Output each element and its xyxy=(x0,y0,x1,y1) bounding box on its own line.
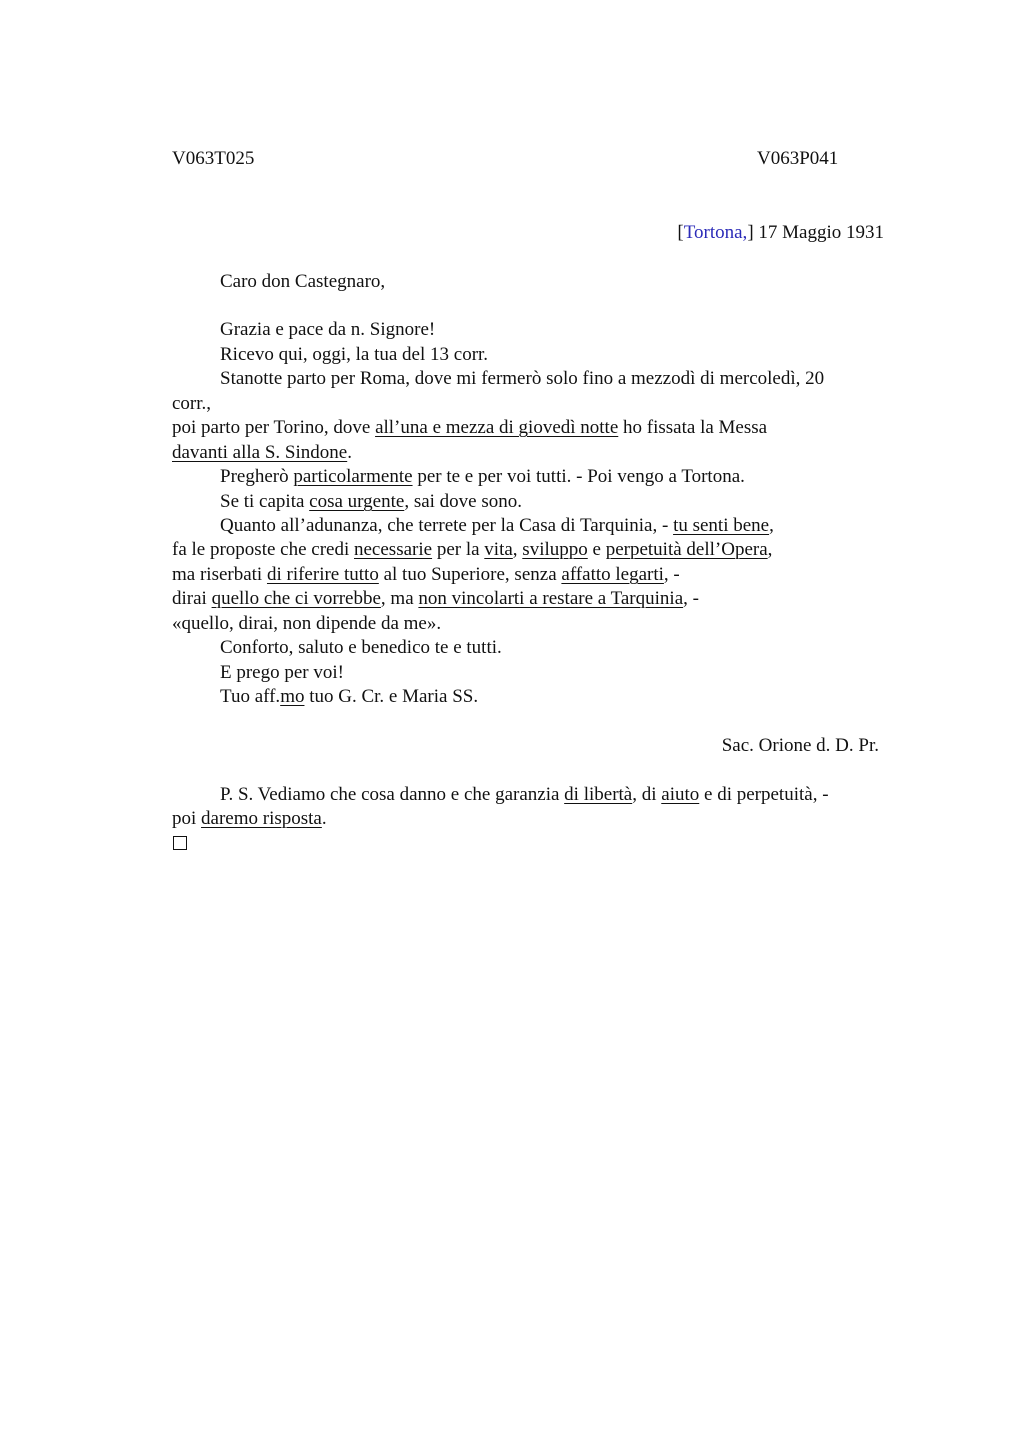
body-line: Conforto, saluto e benedico te e tutti. xyxy=(220,637,502,658)
underlined-text: davanti alla S. Sindone xyxy=(172,442,348,463)
body-line: Grazia e pace da n. Signore! xyxy=(220,319,436,340)
text-run: Pregherò xyxy=(220,466,294,487)
text-run: P. S. Vediamo che cosa danno e che garanzia xyxy=(220,784,565,805)
underlined-text: affatto legarti xyxy=(561,564,664,585)
body-line xyxy=(172,563,680,587)
text-run: e xyxy=(587,539,606,560)
underlined-text: necessarie xyxy=(354,539,433,560)
body-line xyxy=(172,538,772,562)
underlined-text: perpetuità dell’Opera xyxy=(605,539,768,560)
end-marker-box xyxy=(173,836,187,850)
underlined-text: daremo risposta xyxy=(201,808,322,829)
body-line xyxy=(220,465,745,489)
text-run: , xyxy=(512,539,523,560)
underlined-text: cosa urgente xyxy=(309,491,405,512)
dateline xyxy=(677,221,884,245)
body-line xyxy=(220,514,774,538)
body-line: «quello, dirai, non dipende da me». xyxy=(172,613,442,634)
underlined-text: sviluppo xyxy=(522,539,588,560)
dateline-bracket-close: ] xyxy=(747,222,754,243)
underlined-text: tu senti bene xyxy=(673,515,770,536)
text-run: Tuo aff. xyxy=(220,686,281,707)
body-line xyxy=(172,587,699,611)
text-run: , di xyxy=(632,784,662,805)
text-run: Se ti capita xyxy=(220,491,310,512)
text-run: per te e per voi tutti. - Poi vengo a Tortona. xyxy=(412,466,745,487)
text-run: . xyxy=(347,442,352,463)
salutation: Caro don Castegnaro, xyxy=(220,271,386,292)
body-line: Ricevo qui, oggi, la tua del 13 corr. xyxy=(220,344,489,365)
underlined-text: di libertà xyxy=(564,784,633,805)
text-run: dirai xyxy=(172,588,212,609)
underlined-text: particolarmente xyxy=(293,466,413,487)
body-line xyxy=(172,416,767,440)
text-run: , - xyxy=(683,588,699,609)
text-run: , xyxy=(769,515,774,536)
text-run: al tuo Superiore, senza xyxy=(378,564,562,585)
underlined-text: aiuto xyxy=(661,784,700,805)
body-line: Stanotte parto per Roma, dove mi fermerò solo fino a mezzodì di mercoledì, 20 xyxy=(220,368,825,389)
text-run: , xyxy=(767,539,773,560)
closing-line xyxy=(220,685,478,709)
document-code-left: V063T025 xyxy=(172,148,255,169)
underlined-text: vita xyxy=(484,539,513,560)
text-run: e di perpetuità, - xyxy=(699,784,829,805)
text-run: tuo G. Cr. e Maria SS. xyxy=(304,686,479,707)
underlined-text: non vincolarti a restare a Tarquinia xyxy=(418,588,684,609)
document-code-right: V063P041 xyxy=(757,148,839,169)
body-line: E prego per voi! xyxy=(220,662,344,683)
text-run: poi xyxy=(172,808,202,829)
dateline-date: 17 Maggio 1931 xyxy=(753,222,884,243)
body-line xyxy=(172,441,352,465)
dateline-bracket-open: [ xyxy=(677,222,684,243)
underlined-text: quello che ci vorrebbe xyxy=(211,588,381,609)
underlined-text: di riferire tutto xyxy=(266,564,379,585)
postscript-line xyxy=(172,807,327,831)
text-run: , - xyxy=(663,564,680,585)
text-run: ho fissata la Messa xyxy=(618,417,768,438)
underlined-text: mo xyxy=(280,686,305,707)
text-run: fa le proposte che credi xyxy=(172,539,354,560)
text-run: per la xyxy=(432,539,485,560)
underlined-text: all’una e mezza di giovedì notte xyxy=(375,417,619,438)
body-line: corr., xyxy=(172,393,212,414)
text-run: , sai dove sono. xyxy=(404,491,522,512)
signature: Sac. Orione d. D. Pr. xyxy=(721,735,879,756)
dateline-place: Tortona, xyxy=(683,222,748,243)
text-run: , ma xyxy=(380,588,419,609)
text-run: poi parto per Torino, dove xyxy=(172,417,376,438)
text-run: ma riserbati xyxy=(172,564,267,585)
body-line xyxy=(220,490,522,514)
text-run: . xyxy=(321,808,327,829)
postscript-line xyxy=(220,783,829,807)
text-run: Quanto all’adunanza, che terrete per la Casa di Tarquinia, - xyxy=(220,515,674,536)
